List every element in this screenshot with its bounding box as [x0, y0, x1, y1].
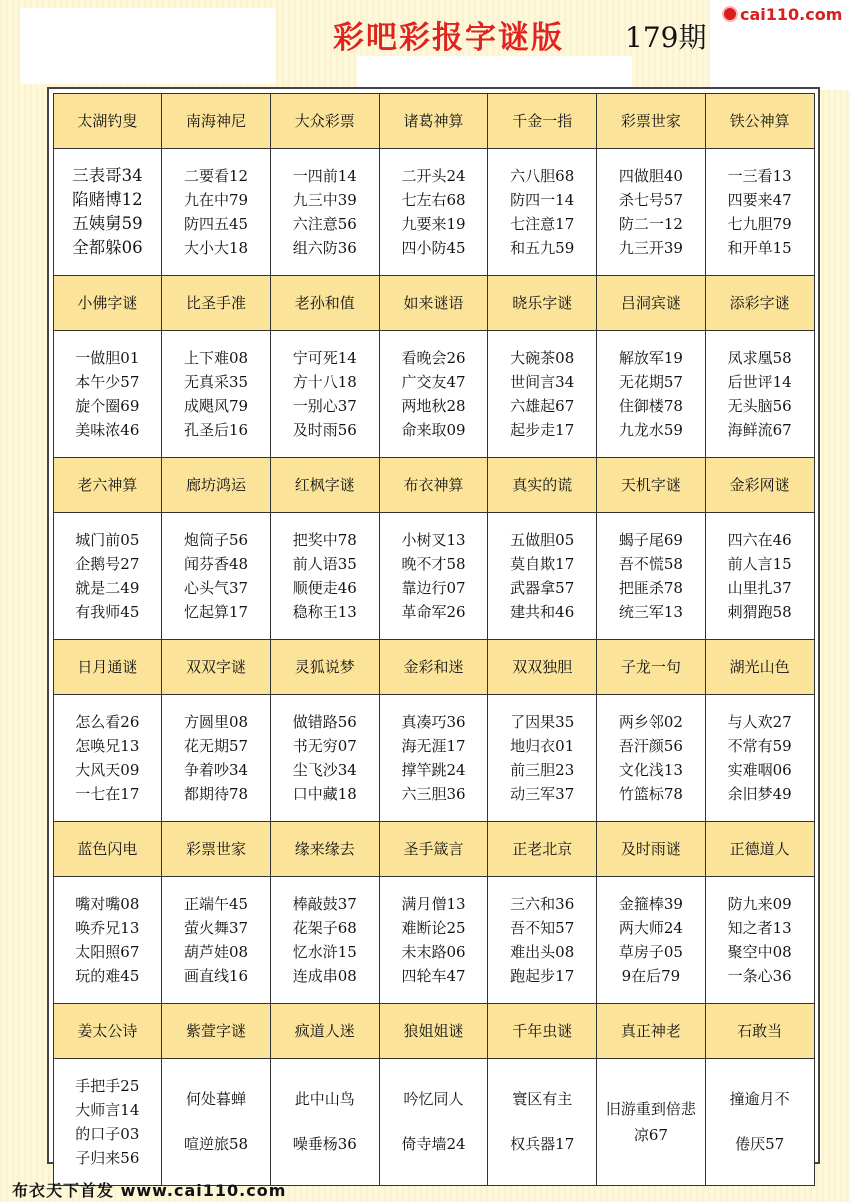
riddle-line: 一三看13 [727, 166, 792, 185]
riddle-cell [270, 1058, 380, 1186]
riddle-line: 三表哥34 [72, 165, 143, 185]
riddle-line: 无花期57 [618, 372, 683, 391]
riddle-line: 文化浅13 [618, 760, 683, 779]
column-header: 比圣手准 [161, 275, 271, 331]
riddle-line: 难断论25 [401, 918, 466, 937]
riddle-line: 广交友47 [401, 372, 466, 391]
riddle-line: 就是二49 [75, 578, 140, 597]
riddle-line: 动三军37 [510, 784, 575, 803]
riddle-cell [379, 512, 489, 640]
riddle-line: 和五九59 [510, 238, 575, 257]
issue-number: 179期 [625, 21, 707, 54]
riddle-cell [596, 512, 706, 640]
riddle-line: 城门前05 [75, 530, 140, 549]
riddle-line: 旋个圈69 [75, 396, 140, 415]
riddle-line: 与人欢27 [727, 712, 792, 731]
riddle-line: 地归衣01 [510, 736, 575, 755]
riddle-line: 知之者13 [727, 918, 792, 937]
riddle-line: 前三胆23 [510, 760, 575, 779]
riddle-cell [705, 1058, 815, 1186]
column-header: 添彩字谜 [705, 275, 815, 331]
riddle-cell [379, 876, 489, 1004]
riddle-line: 了因果35 [510, 712, 575, 731]
riddle-line: 看晚会26 [401, 348, 466, 367]
column-header: 狼姐姐谜 [379, 1003, 489, 1059]
riddle-cell [487, 876, 597, 1004]
column-header: 正老北京 [487, 821, 597, 877]
riddle-line: 九在中79 [184, 190, 249, 209]
riddle-cell [161, 876, 271, 1004]
riddle-line: 四小防45 [401, 238, 466, 257]
riddle-line: 做错路56 [292, 712, 357, 731]
riddle-line: 忆水浒15 [292, 942, 357, 961]
blank-panel-center [357, 56, 632, 90]
riddle-line: 蝎子尾69 [618, 530, 683, 549]
riddle-line: 凤求凰58 [727, 348, 792, 367]
riddle-line: 吾不知57 [510, 918, 575, 937]
column-header: 圣手箴言 [379, 821, 489, 877]
riddle-line: 七注意17 [510, 214, 575, 233]
riddle-line: 企鹅号27 [75, 554, 140, 573]
riddle-line: 解放军19 [618, 348, 683, 367]
riddle-line: 真凑巧36 [401, 712, 466, 731]
riddle-line: 吾不慌58 [618, 554, 683, 573]
riddle-line: 难出头08 [510, 942, 575, 961]
riddle-cell [53, 876, 163, 1004]
footer-credit: 布衣天下首发 www.cai110.com [12, 1181, 287, 1200]
riddle-cell [379, 1058, 489, 1186]
riddle-line: 海无涯17 [401, 736, 466, 755]
riddle-line: 方十八18 [292, 372, 357, 391]
column-header: 老孙和值 [270, 275, 380, 331]
riddle-cell [161, 512, 271, 640]
riddle-line: 心头气37 [184, 578, 249, 597]
riddle-line: 花架子68 [292, 918, 357, 937]
riddle-line: 葫芦娃08 [184, 942, 249, 961]
column-header: 疯道人迷 [270, 1003, 380, 1059]
column-header: 南海神尼 [161, 93, 271, 149]
riddle-cell [53, 330, 163, 458]
riddle-line: 宁可死14 [292, 348, 357, 367]
riddle-line: 聚空中08 [727, 942, 792, 961]
riddle-line: 大师言14 [75, 1100, 140, 1119]
riddle-line: 组六防36 [292, 238, 357, 257]
column-header: 吕洞宾谜 [596, 275, 706, 331]
riddle-line: 都期待78 [184, 784, 249, 803]
riddle-line: 建共和46 [510, 602, 575, 621]
riddle-cell [379, 694, 489, 822]
riddle-line: 命来取09 [401, 420, 466, 439]
column-header: 姜太公诗 [53, 1003, 163, 1059]
riddle-line: 跑起步17 [510, 966, 575, 985]
riddle-line: 尘飞沙34 [292, 760, 357, 779]
riddle-line: 倦厌57 [735, 1135, 785, 1153]
riddle-line: 把匪杀78 [618, 578, 683, 597]
column-header: 及时雨谜 [596, 821, 706, 877]
site-logo[interactable] [724, 3, 842, 25]
riddle-cell [53, 148, 163, 276]
column-header: 小佛字谜 [53, 275, 163, 331]
riddle-line: 手把手25 [75, 1076, 140, 1095]
column-header: 千金一指 [487, 93, 597, 149]
riddle-line: 莫自欺17 [510, 554, 575, 573]
riddle-line: 此中山鸟 [294, 1090, 355, 1108]
column-header: 双双字谜 [161, 639, 271, 695]
blank-panel-left [20, 8, 276, 84]
riddle-cell [487, 330, 597, 458]
riddle-line: 防九来09 [727, 894, 792, 913]
riddle-cell [161, 330, 271, 458]
riddle-line: 一七在17 [75, 784, 140, 803]
riddle-line: 萤火舞37 [184, 918, 249, 937]
riddle-line: 起步走17 [510, 420, 575, 439]
riddle-line: 靠边行07 [401, 578, 466, 597]
riddle-line: 顺便走46 [292, 578, 357, 597]
riddle-line: 大风天09 [75, 760, 140, 779]
riddle-line: 怎么看26 [75, 712, 140, 731]
riddle-line: 正端午45 [184, 894, 249, 913]
column-header: 铁公神算 [705, 93, 815, 149]
riddle-line: 成飓风79 [184, 396, 249, 415]
riddle-line: 连成串08 [292, 966, 357, 985]
riddle-line: 怎唤兄13 [75, 736, 140, 755]
column-header: 大众彩票 [270, 93, 380, 149]
riddle-line: 稳称王13 [292, 602, 357, 621]
riddle-line: 七九胆79 [727, 214, 792, 233]
riddle-line: 世间言34 [510, 372, 575, 391]
riddle-line: 及时雨56 [292, 420, 357, 439]
column-header: 诸葛神算 [379, 93, 489, 149]
riddle-cell [270, 148, 380, 276]
riddle-line: 吟忆同人 [403, 1090, 464, 1108]
riddle-line: 棒敲鼓37 [292, 894, 357, 913]
column-header: 真实的谎 [487, 457, 597, 513]
riddle-line: 不常有59 [727, 736, 792, 755]
riddle-line: 倚寺墙24 [401, 1135, 466, 1153]
riddle-line: 九龙水59 [618, 420, 683, 439]
riddle-cell [379, 148, 489, 276]
column-header: 正德道人 [705, 821, 815, 877]
riddle-line: 防四五45 [184, 214, 249, 233]
riddle-cell [705, 330, 815, 458]
riddle-line: 五姨舅59 [72, 213, 143, 233]
riddle-line: 海鲜流67 [727, 420, 792, 439]
riddle-line: 无真采35 [184, 372, 249, 391]
riddle-line: 无头脑56 [727, 396, 792, 415]
riddle-line: 有我师45 [75, 602, 140, 621]
riddle-line: 9在后79 [621, 966, 681, 985]
riddle-line: 五做胆05 [510, 530, 575, 549]
riddle-line: 金箍棒39 [618, 894, 683, 913]
riddle-line: 大碗茶08 [510, 348, 575, 367]
column-header: 双双独胆 [487, 639, 597, 695]
column-header: 太湖钓叟 [53, 93, 163, 149]
riddle-line: 革命军26 [401, 602, 466, 621]
riddle-cell [596, 876, 706, 1004]
riddle-line: 子归来56 [75, 1148, 140, 1167]
column-header: 彩票世家 [161, 821, 271, 877]
riddle-line: 防二一12 [618, 214, 683, 233]
column-header: 金彩网谜 [705, 457, 815, 513]
riddle-grid [53, 93, 814, 1185]
riddle-line: 实难咽06 [727, 760, 792, 779]
column-header: 如来谜语 [379, 275, 489, 331]
riddle-cell [53, 694, 163, 822]
riddle-line: 旧游重到倍悲凉67 [605, 1099, 696, 1144]
riddle-line: 撑竿跳24 [401, 760, 466, 779]
riddle-line: 前人语35 [292, 554, 357, 573]
riddle-line: 喧逆旅58 [184, 1135, 249, 1153]
riddle-line: 美味浓46 [75, 420, 140, 439]
riddle-line: 四六在46 [727, 530, 792, 549]
riddle-line: 寰区有主 [512, 1090, 573, 1108]
riddle-cell [161, 694, 271, 822]
column-header: 子龙一句 [596, 639, 706, 695]
riddle-cell [596, 1058, 706, 1186]
riddle-line: 的口子03 [75, 1124, 140, 1143]
riddle-line: 吾汗颜56 [618, 736, 683, 755]
riddle-line: 争着吵34 [184, 760, 249, 779]
riddle-cell [596, 330, 706, 458]
riddle-cell [161, 148, 271, 276]
riddle-line: 山里扎37 [727, 578, 792, 597]
riddle-cell [487, 1058, 597, 1186]
riddle-cell [596, 148, 706, 276]
column-header: 布衣神算 [379, 457, 489, 513]
riddle-line: 一别心37 [292, 396, 357, 415]
riddle-line: 二开头24 [401, 166, 466, 185]
riddle-cell [705, 148, 815, 276]
riddle-line: 六八胆68 [510, 166, 575, 185]
riddle-line: 本午少57 [75, 372, 140, 391]
riddle-line: 忆起算17 [184, 602, 249, 621]
riddle-line: 未末路06 [401, 942, 466, 961]
riddle-line: 一四前14 [292, 166, 357, 185]
page-title: 彩吧彩报字谜版 [333, 20, 564, 56]
riddle-cell [596, 694, 706, 822]
column-header: 老六神算 [53, 457, 163, 513]
riddle-line: 何处暮蝉 [186, 1090, 247, 1108]
riddle-line: 满月僧13 [401, 894, 466, 913]
riddle-cell [487, 148, 597, 276]
riddle-line: 全都躲06 [72, 237, 143, 257]
riddle-line: 两乡邻02 [618, 712, 683, 731]
riddle-line: 九三开39 [618, 238, 683, 257]
riddle-line: 四做胆40 [618, 166, 683, 185]
riddle-line: 刺猬跑58 [727, 602, 792, 621]
riddle-line: 七左右68 [401, 190, 466, 209]
riddle-table [47, 87, 820, 1167]
column-header: 缘来缘去 [270, 821, 380, 877]
riddle-line: 唤乔兄13 [75, 918, 140, 937]
column-header: 湖光山色 [705, 639, 815, 695]
riddle-line: 竹篮标78 [618, 784, 683, 803]
riddle-cell [53, 1058, 163, 1186]
column-header: 紫萱字谜 [161, 1003, 271, 1059]
riddle-line: 权兵器17 [510, 1135, 575, 1153]
column-header: 天机字谜 [596, 457, 706, 513]
riddle-line: 后世评14 [727, 372, 792, 391]
column-header: 红枫字谜 [270, 457, 380, 513]
column-header: 廊坊鸿运 [161, 457, 271, 513]
logo-dot-icon [724, 8, 736, 20]
riddle-cell [379, 330, 489, 458]
riddle-cell [270, 512, 380, 640]
column-header: 金彩和迷 [379, 639, 489, 695]
column-header: 石敢当 [705, 1003, 815, 1059]
riddle-line: 统三军13 [618, 602, 683, 621]
riddle-line: 炮筒子56 [184, 530, 249, 549]
riddle-cell [705, 694, 815, 822]
riddle-line: 大小大18 [184, 238, 249, 257]
riddle-line: 小树叉13 [401, 530, 466, 549]
riddle-cell [270, 694, 380, 822]
riddle-line: 二要看12 [184, 166, 249, 185]
column-header: 千年虫谜 [487, 1003, 597, 1059]
column-header: 灵狐说梦 [270, 639, 380, 695]
riddle-line: 余旧梦49 [727, 784, 792, 803]
riddle-cell [161, 1058, 271, 1186]
column-header: 晓乐字谜 [487, 275, 597, 331]
riddle-line: 闻芬香48 [184, 554, 249, 573]
riddle-line: 撞逾月不 [729, 1090, 790, 1108]
riddle-line: 书无穷07 [292, 736, 357, 755]
riddle-cell [270, 876, 380, 1004]
riddle-line: 陷赌博12 [72, 189, 143, 209]
column-header: 日月通谜 [53, 639, 163, 695]
riddle-line: 晚不才58 [401, 554, 466, 573]
riddle-line: 两地秋28 [401, 396, 466, 415]
riddle-line: 防四一14 [510, 190, 575, 209]
riddle-line: 住御楼78 [618, 396, 683, 415]
column-header: 真正神老 [596, 1003, 706, 1059]
riddle-line: 六雄起67 [510, 396, 575, 415]
riddle-line: 四要来47 [727, 190, 792, 209]
riddle-line: 九三中39 [292, 190, 357, 209]
riddle-line: 杀七号57 [618, 190, 683, 209]
column-header: 彩票世家 [596, 93, 706, 149]
riddle-line: 两大师24 [618, 918, 683, 937]
logo-text: cai110.com [740, 4, 843, 24]
riddle-line: 花无期57 [184, 736, 249, 755]
riddle-line: 草房子05 [618, 942, 683, 961]
riddle-line: 画直线16 [184, 966, 249, 985]
riddle-cell [487, 694, 597, 822]
column-header: 蓝色闪电 [53, 821, 163, 877]
riddle-line: 九要来19 [401, 214, 466, 233]
riddle-line: 六注意56 [292, 214, 357, 233]
riddle-cell [705, 512, 815, 640]
riddle-line: 口中藏18 [292, 784, 357, 803]
riddle-line: 三六和36 [510, 894, 575, 913]
riddle-line: 嘴对嘴08 [75, 894, 140, 913]
riddle-cell [487, 512, 597, 640]
riddle-line: 一做胆01 [75, 348, 140, 367]
riddle-line: 方圆里08 [184, 712, 249, 731]
riddle-line: 一条心36 [727, 966, 792, 985]
riddle-cell [705, 876, 815, 1004]
riddle-cell [270, 330, 380, 458]
riddle-line: 把奖中78 [292, 530, 357, 549]
riddle-line: 武器拿57 [510, 578, 575, 597]
riddle-line: 六三胆36 [401, 784, 466, 803]
riddle-line: 和开单15 [727, 238, 792, 257]
riddle-line: 孔圣后16 [184, 420, 249, 439]
riddle-line: 前人言15 [727, 554, 792, 573]
riddle-line: 四轮车47 [401, 966, 466, 985]
riddle-line: 噪垂杨36 [292, 1135, 357, 1153]
riddle-line: 太阳照67 [75, 942, 140, 961]
riddle-cell [53, 512, 163, 640]
riddle-line: 上下难08 [184, 348, 249, 367]
riddle-line: 玩的难45 [75, 966, 140, 985]
